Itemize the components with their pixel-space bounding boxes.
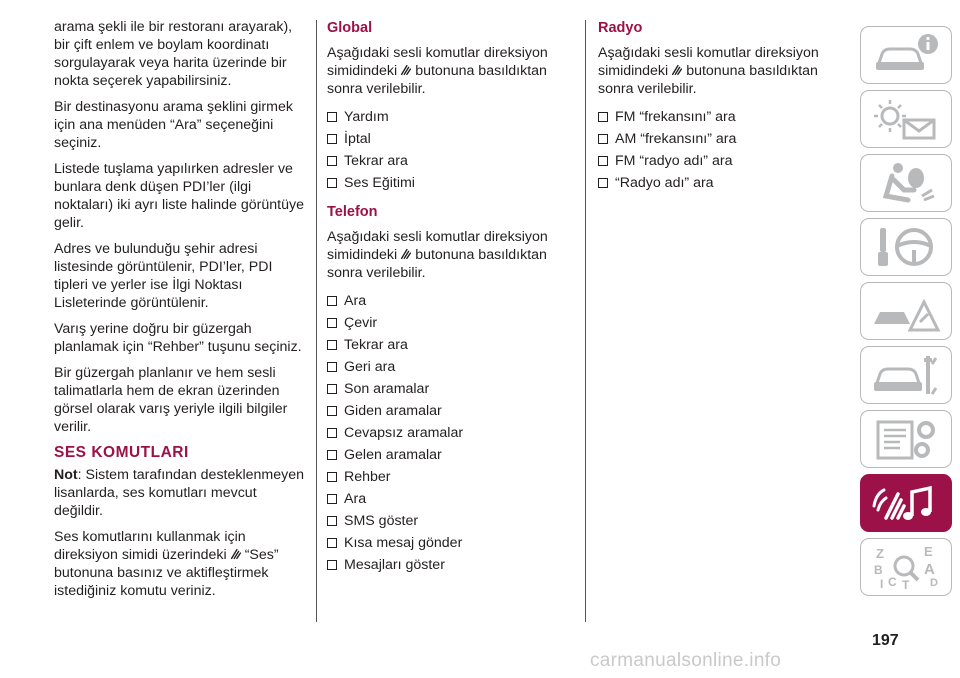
tab-multimedia[interactable] (860, 474, 952, 532)
index-letter: B (874, 563, 883, 577)
list-item (598, 172, 838, 194)
list-item (327, 422, 572, 444)
checkbox-icon (327, 428, 337, 438)
voice-command-icon (229, 547, 243, 561)
index-letter: A (924, 561, 935, 578)
car-maintenance-icon (870, 352, 942, 398)
command-label: FM “radyo adı” ara (615, 153, 733, 169)
heading-phone: Telefon (327, 204, 378, 220)
technical-data-icon (870, 416, 942, 462)
list-item (327, 400, 572, 422)
command-label: “Radyo adı” ara (615, 175, 714, 191)
column-divider (316, 20, 317, 622)
car-info-icon (870, 32, 942, 78)
checkbox-icon (327, 384, 337, 394)
airbag-seat-icon (870, 160, 942, 206)
command-label: Geri ara (344, 359, 396, 375)
list-item (327, 378, 572, 400)
checkbox-icon (327, 134, 337, 144)
phone-intro-b: butonuna basıldıktan sonra verilebilir. (327, 247, 547, 281)
column-divider (585, 20, 586, 622)
checkbox-icon (598, 178, 608, 188)
section-heading-voice-commands: SES KOMUTLARI (54, 444, 189, 461)
list-item (598, 106, 838, 128)
list-item (327, 532, 572, 554)
chapter-tabs (860, 26, 952, 602)
command-label: Yardım (344, 109, 389, 125)
middle-column (327, 18, 572, 584)
index-letter: Z (876, 546, 884, 561)
command-label: Rehber (344, 469, 391, 485)
checkbox-icon (327, 296, 337, 306)
heading-radio: Radyo (598, 20, 643, 36)
warning-lights-icon (870, 96, 942, 142)
list-item (327, 128, 572, 150)
global-command-list (327, 106, 572, 194)
checkbox-icon (327, 112, 337, 122)
list-item (327, 106, 572, 128)
phone-intro-a: Aşağıdaki sesli komutlar direksiyon simidindeki (327, 229, 548, 263)
watermark-text: carmanualsonline.info (590, 650, 782, 671)
checkbox-icon (327, 362, 337, 372)
paragraph-list-poi: Listede tuşlama yapılırken adresler ve bunlara denk düşen PDI’ler (ilgi noktaları) iki ayrı liste halinde görüntüye gelir. (54, 161, 304, 231)
voice-usage-text-b: “Ses” butonuna basınız ve aktifleştirmek istediğiniz komutu veriniz. (54, 547, 279, 599)
paragraph-route-info: Bir güzergah planlanır ve hem sesli talimatlarla hem de ekran üzerinden görsel olarak varış yeriyle ilgili bilgiler verilir. (54, 365, 288, 435)
checkbox-icon (327, 340, 337, 350)
checkbox-icon (598, 112, 608, 122)
list-item (327, 488, 572, 510)
command-label: Kısa mesaj gönder (344, 535, 463, 551)
index-letter: T (902, 578, 910, 590)
voice-command-icon (399, 247, 413, 261)
steering-key-icon (870, 224, 942, 270)
index-icon (870, 544, 942, 590)
phone-intro (327, 228, 572, 282)
paragraph-address-list: Adres ve bulunduğu şehir adresi listesinde görüntülenir, PDI’ler, PDI tipleri ve yerler ise İlgi Noktası Lisleterinde görüntülenir. (54, 241, 273, 311)
voice-command-icon (399, 63, 413, 77)
breakdown-warning-icon (870, 288, 942, 334)
command-label: FM “frekansını” ara (615, 109, 736, 125)
checkbox-icon (327, 494, 337, 504)
radio-command-list (598, 106, 838, 194)
list-item (327, 510, 572, 532)
list-item (327, 172, 572, 194)
list-item (327, 150, 572, 172)
list-item (327, 444, 572, 466)
checkbox-icon (327, 538, 337, 548)
command-label: Ara (344, 293, 367, 309)
right-column (598, 18, 838, 202)
command-label: Cevapsız aramalar (344, 425, 464, 441)
index-letter: D (930, 577, 938, 589)
command-label: Giden aramalar (344, 403, 442, 419)
tab-car-maintenance[interactable] (860, 346, 952, 404)
command-label: Ara (344, 491, 367, 507)
paragraph-search-methods: arama şekli ile bir restoranı arayarak), bir çift enlem ve boylam koordinatı sorgulayarak veya harita üzerinde bir nokta seçerek yapabilirsiniz. (54, 19, 293, 89)
command-label: Çevir (344, 315, 378, 331)
command-label: İptal (344, 131, 371, 147)
index-letter: E (924, 544, 933, 559)
tab-technical-data[interactable] (860, 410, 952, 468)
tab-car-info[interactable] (860, 26, 952, 84)
list-item (327, 312, 572, 334)
heading-global: Global (327, 20, 373, 36)
checkbox-icon (327, 406, 337, 416)
paragraph-route-guide: Varış yerine doğru bir güzergah planlamak için “Rehber” tuşunu seçiniz. (54, 321, 302, 355)
checkbox-icon (327, 516, 337, 526)
command-label: Tekrar ara (344, 153, 408, 169)
phone-command-list (327, 290, 572, 576)
paragraph-voice-usage (54, 528, 304, 600)
page-number: 197 (872, 632, 899, 649)
global-intro-b: butonuna basıldıktan sonra verilebilir. (327, 63, 547, 97)
list-item (327, 290, 572, 312)
checkbox-icon (327, 318, 337, 328)
note-paragraph (54, 466, 304, 520)
voice-command-icon (670, 63, 684, 77)
radio-intro (598, 44, 838, 98)
tab-airbag-seat[interactable] (860, 154, 952, 212)
command-label: SMS göster (344, 513, 419, 529)
checkbox-icon (598, 134, 608, 144)
checkbox-icon (327, 450, 337, 460)
left-column (54, 18, 304, 608)
radio-intro-a: Aşağıdaki sesli komutlar direksiyon simidindeki (598, 45, 819, 79)
list-item (598, 128, 838, 150)
global-intro-a: Aşağıdaki sesli komutlar direksiyon simidindeki (327, 45, 548, 79)
command-label: Ses Eğitimi (344, 175, 415, 191)
multimedia-icon (870, 480, 942, 526)
tab-index[interactable] (860, 538, 952, 596)
note-text: : Sistem tarafından desteklenmeyen lisanlarda, ses komutları mevcut değildir. (54, 467, 304, 519)
voice-usage-text-a: Ses komutlarını kullanmak için direksiyon simidi üzerindeki (54, 529, 246, 563)
checkbox-icon (327, 472, 337, 482)
index-letter: C (888, 575, 897, 589)
radio-intro-b: butonuna basıldıktan sonra verilebilir. (598, 63, 818, 97)
list-item (327, 466, 572, 488)
tab-breakdown-warning[interactable] (860, 282, 952, 340)
list-item (598, 150, 838, 172)
command-label: Mesajları göster (344, 557, 445, 573)
command-label: Tekrar ara (344, 337, 408, 353)
index-letter: I (880, 577, 884, 590)
tab-warning-lights[interactable] (860, 90, 952, 148)
global-intro (327, 44, 572, 98)
tab-steering-key[interactable] (860, 218, 952, 276)
note-label: Not (54, 467, 78, 483)
list-item (327, 554, 572, 576)
list-item (327, 356, 572, 378)
paragraph-search-menu: Bir destinasyonu arama şeklini girmek için ana menüden “Ara” seçeneğini seçiniz. (54, 99, 293, 151)
checkbox-icon (327, 178, 337, 188)
command-label: Gelen aramalar (344, 447, 442, 463)
checkbox-icon (327, 560, 337, 570)
list-item (327, 334, 572, 356)
checkbox-icon (327, 156, 337, 166)
command-label: Son aramalar (344, 381, 430, 397)
checkbox-icon (598, 156, 608, 166)
command-label: AM “frekansını” ara (615, 131, 737, 147)
